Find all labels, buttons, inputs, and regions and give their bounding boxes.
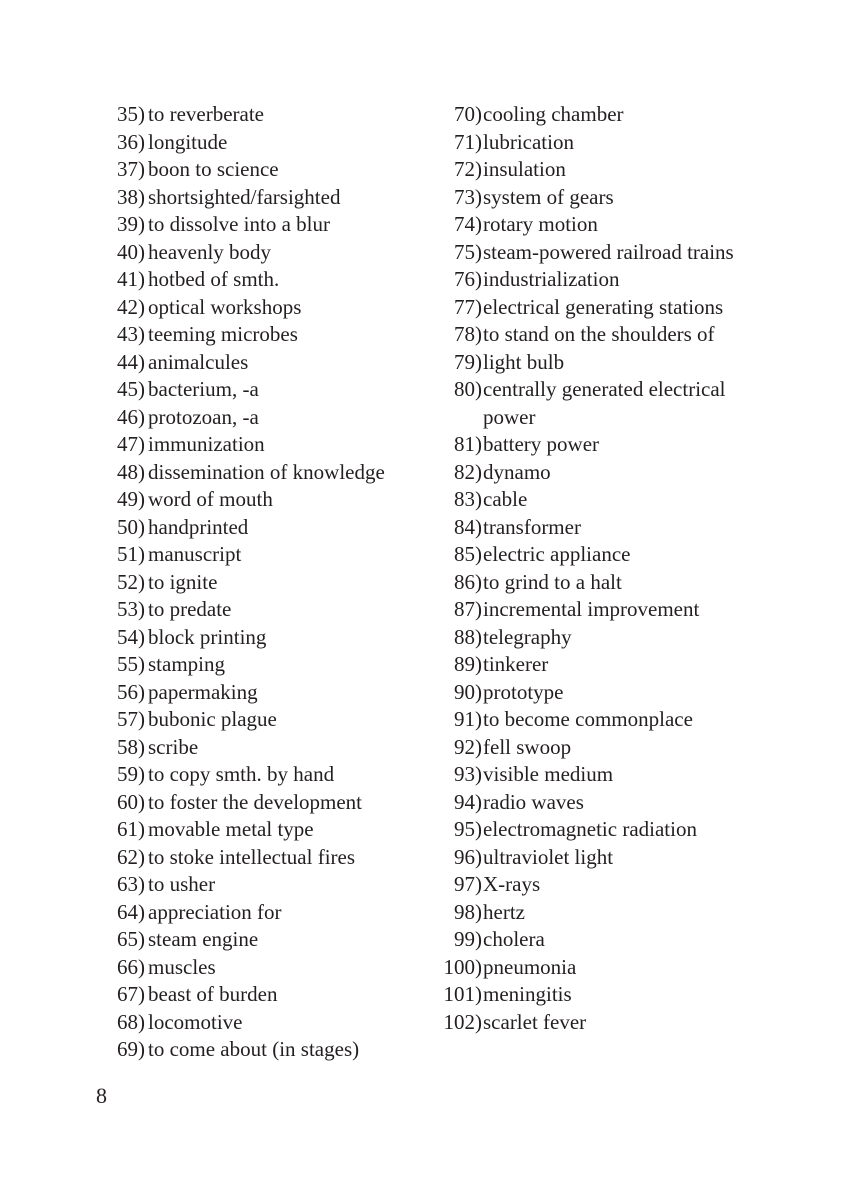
- item-number: 101): [443, 982, 482, 1006]
- item-number: 61): [117, 817, 145, 841]
- list-item: [430, 376, 770, 431]
- item-term: word of mouth: [148, 487, 273, 511]
- list-item: [96, 569, 426, 597]
- item-number: 75): [454, 239, 482, 264]
- item-term: lubrication: [483, 129, 574, 154]
- list-item: [96, 761, 426, 789]
- item-term: animalcules: [148, 349, 249, 374]
- list-item: [96, 789, 426, 817]
- list-item: [96, 404, 426, 432]
- list-item: [430, 651, 770, 679]
- item-number: 71): [454, 129, 482, 154]
- item-term: X-rays: [483, 872, 541, 896]
- item-number: 70): [454, 102, 482, 126]
- item-number: 78): [454, 322, 482, 346]
- item-number: 40): [117, 239, 145, 264]
- item-number: 69): [117, 1037, 145, 1061]
- item-term: fell swoop: [483, 734, 572, 759]
- item-term: bacterium, -a: [148, 377, 259, 401]
- list-item: [96, 129, 426, 157]
- item-term: scarlet fever: [483, 1009, 587, 1034]
- item-term: rotary motion: [483, 212, 598, 236]
- item-number: 95): [454, 817, 482, 841]
- item-number: 73): [454, 184, 482, 209]
- item-term: block printing: [148, 624, 267, 649]
- item-number: 80): [454, 377, 482, 401]
- item-number: 94): [454, 789, 482, 814]
- item-term: boon to science: [148, 157, 279, 181]
- list-item: [96, 431, 426, 459]
- list-item: [430, 184, 770, 212]
- item-term: electrical generating stations: [483, 294, 724, 319]
- item-term: hotbed of smth.: [148, 267, 280, 291]
- vocabulary-list-right: [430, 101, 770, 1036]
- list-item: [430, 431, 770, 459]
- item-term: appreciation for: [148, 899, 282, 924]
- item-term: light bulb: [483, 349, 565, 374]
- item-term: cholera: [483, 927, 545, 951]
- item-number: 59): [117, 762, 145, 786]
- item-term: papermaking: [148, 679, 258, 704]
- item-term: meningitis: [483, 982, 572, 1006]
- item-term: battery power: [483, 432, 600, 456]
- list-item: [430, 541, 770, 569]
- item-number: 82): [454, 459, 482, 484]
- item-number: 97): [454, 872, 482, 896]
- item-number: 88): [454, 624, 482, 649]
- list-item: [96, 981, 426, 1009]
- item-term: industrialization: [483, 267, 620, 291]
- item-number: 90): [454, 679, 482, 704]
- list-item: [96, 349, 426, 377]
- item-number: 57): [117, 707, 145, 731]
- list-item: [430, 459, 770, 487]
- list-item: [96, 321, 426, 349]
- item-number: 56): [117, 679, 145, 704]
- item-term: dissemination of knowledge: [148, 459, 385, 484]
- item-term: ultraviolet light: [483, 844, 614, 869]
- item-term: beast of burden: [148, 982, 278, 1006]
- list-item: [96, 926, 426, 954]
- list-item: [96, 816, 426, 844]
- item-term: to become commonplace: [483, 707, 693, 731]
- list-item: [430, 926, 770, 954]
- list-item: [96, 211, 426, 239]
- list-item: [430, 239, 770, 267]
- list-item: [430, 954, 770, 982]
- list-item: [96, 266, 426, 294]
- item-number: 45): [117, 377, 145, 401]
- item-number: 58): [117, 734, 145, 759]
- item-number: 53): [117, 597, 145, 621]
- item-term: to stand on the shoulders of: [483, 322, 715, 346]
- item-term: to stoke intellectual fires: [148, 844, 356, 869]
- item-number: 93): [454, 762, 482, 786]
- item-number: 60): [117, 789, 145, 814]
- list-item: [430, 789, 770, 817]
- item-number: 63): [117, 872, 145, 896]
- item-number: 72): [454, 157, 482, 181]
- list-item: [430, 266, 770, 294]
- list-item: [430, 899, 770, 927]
- item-term: protozoan, -a: [148, 404, 259, 429]
- item-number: 67): [117, 982, 145, 1006]
- item-number: 66): [117, 954, 145, 979]
- item-number: 49): [117, 487, 145, 511]
- list-item: [96, 596, 426, 624]
- list-item: [96, 1036, 426, 1064]
- list-item: [96, 844, 426, 872]
- item-term: manuscript: [148, 542, 242, 566]
- item-number: 96): [454, 844, 482, 869]
- list-item: [430, 294, 770, 322]
- item-term: to reverberate: [148, 102, 265, 126]
- item-number: 36): [117, 129, 145, 154]
- list-item: [96, 1009, 426, 1037]
- item-term: muscles: [148, 954, 216, 979]
- list-item: [430, 596, 770, 624]
- list-item: [430, 844, 770, 872]
- item-term: locomotive: [148, 1009, 243, 1034]
- list-item: [96, 541, 426, 569]
- item-number: 99): [454, 927, 482, 951]
- item-term: radio waves: [483, 789, 584, 814]
- item-number: 50): [117, 514, 145, 539]
- item-term: to ignite: [148, 569, 218, 594]
- item-term: shortsighted/farsighted: [148, 184, 341, 209]
- item-number: 79): [454, 349, 482, 374]
- item-term: incremental improvement: [483, 597, 700, 621]
- item-term: to come about (in stages): [148, 1037, 360, 1061]
- item-number: 65): [117, 927, 145, 951]
- list-item: [430, 101, 770, 129]
- list-item: [430, 514, 770, 542]
- item-number: 85): [454, 542, 482, 566]
- list-item: [430, 981, 770, 1009]
- item-number: 76): [454, 267, 482, 291]
- list-item: [96, 871, 426, 899]
- list-item: [96, 679, 426, 707]
- list-item: [430, 871, 770, 899]
- item-term: to predate: [148, 597, 232, 621]
- item-term: pneumonia: [483, 954, 577, 979]
- item-term: longitude: [148, 129, 228, 154]
- item-number: 41): [117, 267, 145, 291]
- item-number: 44): [117, 349, 145, 374]
- item-term: cable: [483, 487, 528, 511]
- item-number: 46): [117, 404, 145, 429]
- item-number: 43): [117, 322, 145, 346]
- item-term: electromagnetic radiation: [483, 817, 697, 841]
- item-term: tinkerer: [483, 652, 549, 676]
- item-number: 39): [117, 212, 145, 236]
- item-number: 102): [443, 1009, 482, 1034]
- item-term: to dissolve into a blur: [148, 212, 330, 236]
- item-term: centrally generated electrical power: [483, 377, 726, 429]
- list-item: [430, 706, 770, 734]
- list-item: [430, 734, 770, 762]
- list-item: [96, 624, 426, 652]
- item-number: 55): [117, 652, 145, 676]
- item-term: transformer: [483, 514, 581, 539]
- list-item: [96, 706, 426, 734]
- item-number: 91): [454, 707, 482, 731]
- list-item: [96, 184, 426, 212]
- item-term: telegraphy: [483, 624, 572, 649]
- list-item: [96, 899, 426, 927]
- list-item: [96, 294, 426, 322]
- item-term: teeming microbes: [148, 322, 298, 346]
- item-number: 81): [454, 432, 482, 456]
- list-item: [430, 349, 770, 377]
- item-number: 77): [454, 294, 482, 319]
- item-term: insulation: [483, 157, 566, 181]
- item-number: 48): [117, 459, 145, 484]
- list-item: [96, 376, 426, 404]
- list-item: [96, 486, 426, 514]
- list-item: [430, 569, 770, 597]
- item-number: 89): [454, 652, 482, 676]
- item-term: bubonic plague: [148, 707, 277, 731]
- list-item: [96, 156, 426, 184]
- item-number: 84): [454, 514, 482, 539]
- item-number: 52): [117, 569, 145, 594]
- item-term: visible medium: [483, 762, 614, 786]
- item-number: 87): [454, 597, 482, 621]
- item-number: 68): [117, 1009, 145, 1034]
- list-item: [430, 624, 770, 652]
- list-item: [430, 211, 770, 239]
- item-number: 38): [117, 184, 145, 209]
- list-item: [430, 321, 770, 349]
- list-item: [96, 239, 426, 267]
- list-item: [430, 816, 770, 844]
- item-term: stamping: [148, 652, 225, 676]
- item-term: handprinted: [148, 514, 249, 539]
- list-item: [430, 1009, 770, 1037]
- item-term: to copy smth. by hand: [148, 762, 335, 786]
- item-term: optical workshops: [148, 294, 302, 319]
- item-number: 62): [117, 844, 145, 869]
- list-item: [430, 129, 770, 157]
- item-number: 83): [454, 487, 482, 511]
- page-number: 8: [96, 1083, 107, 1108]
- item-term: movable metal type: [148, 817, 314, 841]
- list-item: [96, 734, 426, 762]
- list-item: [430, 679, 770, 707]
- list-item: [96, 101, 426, 129]
- item-number: 51): [117, 542, 145, 566]
- item-number: 64): [117, 899, 145, 924]
- vocabulary-list-left: [96, 101, 426, 1064]
- item-term: system of gears: [483, 184, 614, 209]
- item-term: to usher: [148, 872, 216, 896]
- item-number: 37): [117, 157, 145, 181]
- item-number: 100): [443, 954, 482, 979]
- item-term: immunization: [148, 432, 265, 456]
- item-number: 47): [117, 432, 145, 456]
- list-item: [96, 651, 426, 679]
- item-term: dynamo: [483, 459, 551, 484]
- item-number: 74): [454, 212, 482, 236]
- item-number: 98): [454, 899, 482, 924]
- item-term: steam engine: [148, 927, 259, 951]
- item-number: 54): [117, 624, 145, 649]
- list-item: [96, 514, 426, 542]
- item-term: heavenly body: [148, 239, 272, 264]
- item-term: scribe: [148, 734, 199, 759]
- item-number: 42): [117, 294, 145, 319]
- list-item: [96, 459, 426, 487]
- item-term: to grind to a halt: [483, 569, 622, 594]
- item-number: 92): [454, 734, 482, 759]
- list-item: [430, 486, 770, 514]
- item-term: cooling chamber: [483, 102, 624, 126]
- list-item: [430, 156, 770, 184]
- item-number: 35): [117, 102, 145, 126]
- item-term: hertz: [483, 899, 525, 924]
- list-item: [96, 954, 426, 982]
- list-item: [430, 761, 770, 789]
- item-term: electric appliance: [483, 542, 631, 566]
- item-term: steam-powered railroad trains: [483, 239, 734, 264]
- item-term: to foster the development: [148, 789, 363, 814]
- item-number: 86): [454, 569, 482, 594]
- item-term: prototype: [483, 679, 564, 704]
